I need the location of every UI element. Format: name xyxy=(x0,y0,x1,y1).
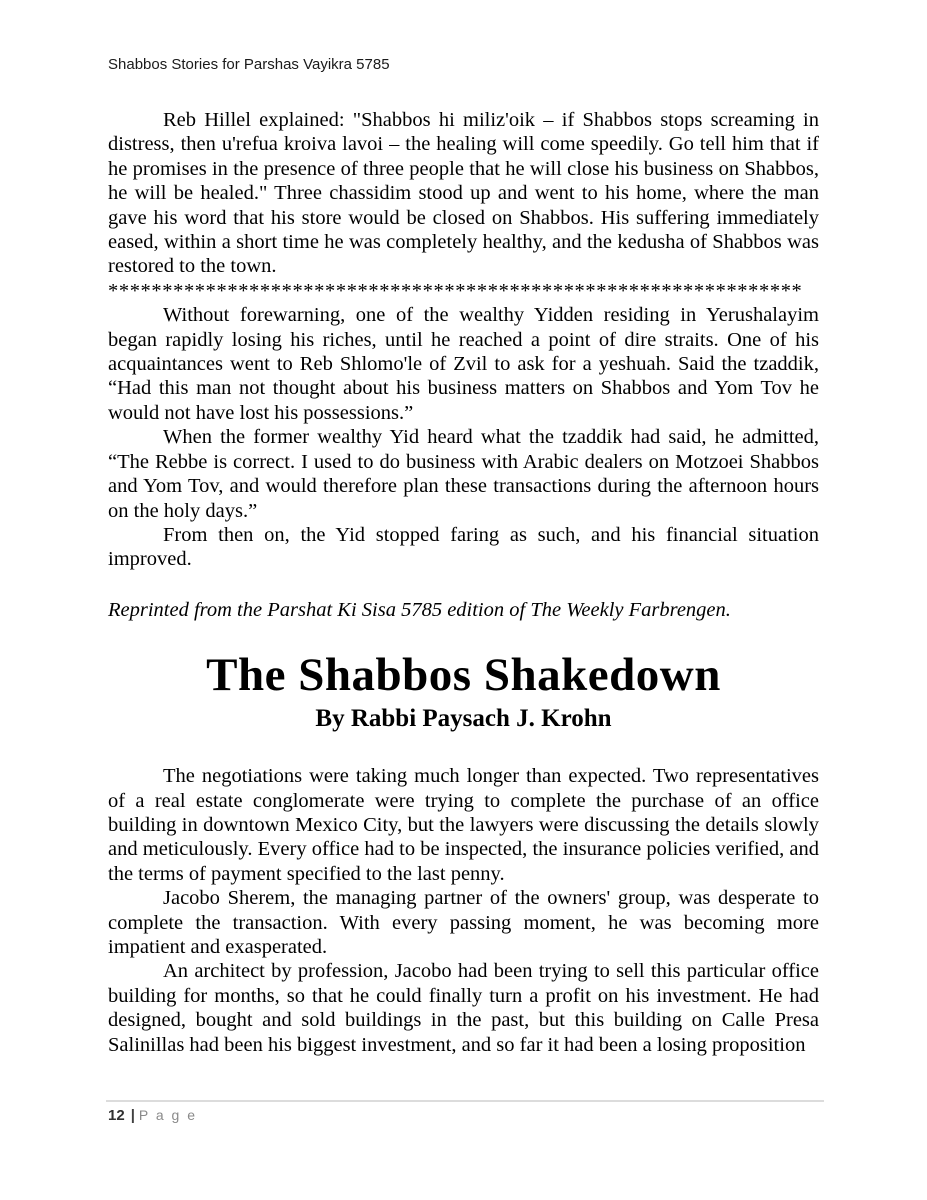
paragraph-reb-hillel: Reb Hillel explained: "Shabbos hi miliz'oik – if Shabbos stops screaming in distress, then u'refua kroiva lavoi – the healing will come speedily. Go tell him that if he promises in the presence of three people that he will close his business on Shabbos, he will be healed." Three chassidim stood up and went to his home, where the man gave his word that his store would be closed on Shabbos. His suffering immediately eased, within a short time he was completely healthy, and the kedusha of Shabbos was restored to the town. xyxy=(108,109,819,278)
story-title: The Shabbos Shakedown xyxy=(206,649,721,702)
paragraph-negotiations: The negotiations were taking much longer than expected. Two representatives of a real estate conglomerate were trying to complete the purchase of an office building in downtown Mexico City, but the lawyers were discussing the details slowly and meticulously. Every office had to be inspected, the insurance policies verified, and the terms of payment specified to the last penny. xyxy=(108,765,819,885)
footer-divider xyxy=(106,1100,824,1102)
story-byline: By Rabbi Paysach J. Krohn xyxy=(315,705,612,733)
paragraph-without-forewarning: Without forewarning, one of the wealthy Yidden residing in Yerushalayim began rapidly losing his riches, until he reached a point of dire straits. One of his acquaintances went to Reb Shlomo'le of Zvil to ask for a yeshuah. Said the tzaddik, “Had this man not thought about his business matters on Shabbos and Yom Tov he would not have lost his possessions.” xyxy=(108,304,819,424)
document-body xyxy=(108,108,819,1057)
page-number: 12 xyxy=(108,1107,125,1124)
paragraph-architect: An architect by profession, Jacobo had been trying to sell this particular office building for months, so that he could finally turn a profit on his investment. He had designed, bought and sold buildings in the past, but this building on Calle Presa Salinillas had been his biggest investment, and so far it had been a losing proposition xyxy=(108,960,819,1056)
footer-page-indicator xyxy=(108,1107,197,1124)
page-label: P a g e xyxy=(138,1107,198,1123)
paragraph-jacobo-sherem: Jacobo Sherem, the managing partner of the owners' group, was desperate to complete the transaction. With every passing moment, he was becoming more impatient and exasperated. xyxy=(108,887,819,958)
footer-separator: | xyxy=(130,1107,135,1124)
paragraph-from-then-on: From then on, the Yid stopped faring as such, and his financial situation improved. xyxy=(108,523,819,571)
page-header xyxy=(108,56,818,74)
reprint-attribution: Reprinted from the Parshat Ki Sisa 5785 edition of The Weekly Farbrengen. xyxy=(108,598,731,621)
asterisk-separator: **************************************************************** xyxy=(108,279,803,302)
paragraph-former-wealthy-yid: When the former wealthy Yid heard what the tzaddik had said, he admitted, “The Rebbe is correct. I used to do business with Arabic dealers on Motzoei Shabbos and Yom Tov, and would therefore plan these transactions during the afternoon hours on the holy days.” xyxy=(108,426,819,522)
header-title: Shabbos Stories for Parshas Vayikra 5785 xyxy=(108,56,390,73)
